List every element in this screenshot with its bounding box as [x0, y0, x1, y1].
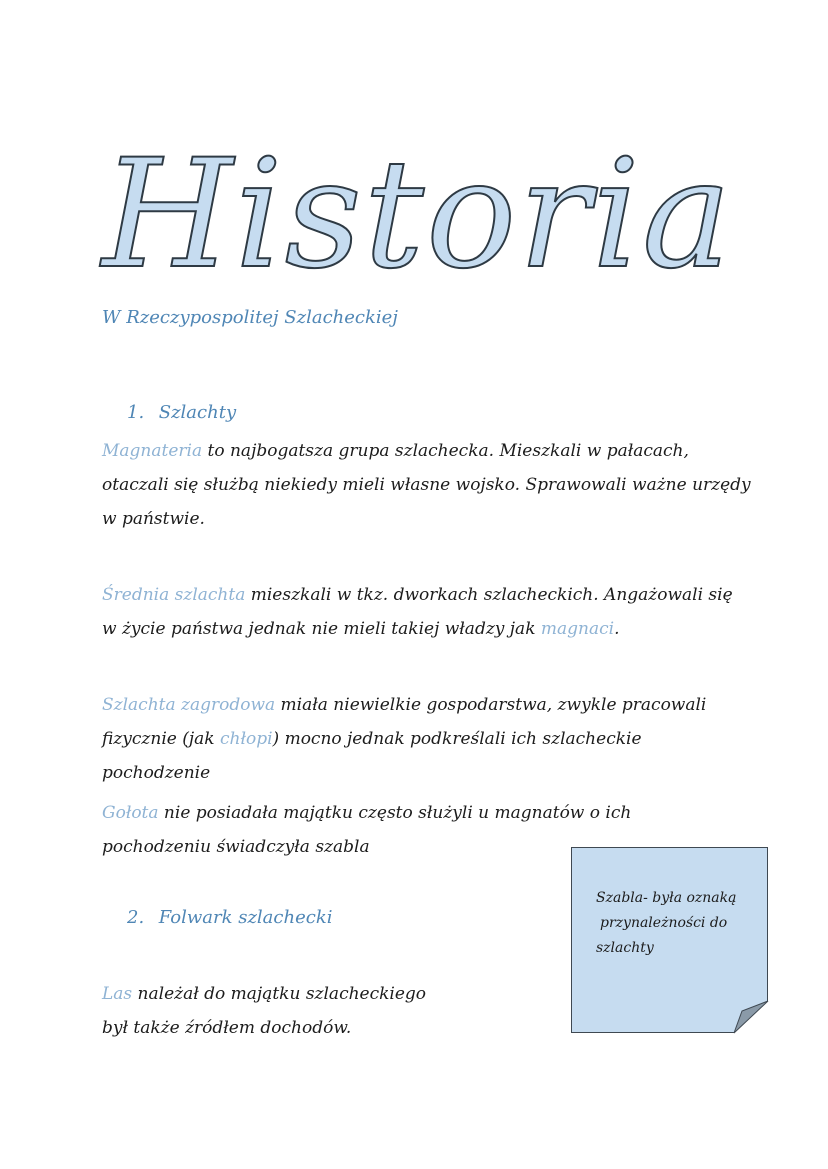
term-golota: Gołota [102, 803, 159, 823]
paragraph-text: to najbogatsza grupa szlachecka. Mieszkali w pałacach, otaczali się służbą niekiedy mieli własne wojsko. Sprawowali ważne urzędy w państwie. [102, 441, 751, 529]
paragraph-text: mieszkali w tkz. dworkach szlacheckich. Angażowali się w życie państwa jednak nie mieli takiej władzy jak [102, 585, 733, 639]
paragraph-magnateria [102, 434, 752, 536]
sticky-note-text [596, 886, 756, 961]
paragraph-text-end: . [614, 619, 620, 639]
paragraph-szlachta-zagrodowa [102, 688, 752, 790]
section-number: 1. [127, 402, 145, 423]
term-magnateria: Magnateria [102, 441, 203, 461]
term-szlachta-zagrodowa: Szlachta zagrodowa [102, 695, 276, 715]
subtitle: W Rzeczypospolitej Szlacheckiej [102, 307, 398, 328]
section-heading-1 [127, 402, 236, 423]
page-title-text: Historia [102, 128, 734, 302]
section-title: Folwark szlachecki [158, 907, 333, 928]
page-curl-icon [734, 1001, 768, 1033]
paragraph-las [102, 977, 522, 1045]
page-title [98, 118, 734, 302]
paragraph-srednia-szlachta [102, 578, 752, 646]
sticky-note-line: szlachty [596, 940, 654, 956]
section-heading-2 [127, 907, 333, 928]
sticky-note-line: Szabla- była oznaką [596, 890, 737, 906]
term-las: Las [102, 984, 133, 1004]
section-title: Szlachty [158, 402, 237, 423]
term-srednia-szlachta: Średnia szlachta [102, 585, 246, 605]
paragraph-text-end: ) mocno jednak podkreślali ich szlacheckie pochodzenie [102, 729, 642, 783]
term-magnaci: magnaci [540, 619, 615, 639]
paragraph-text: miała niewielkie gospodarstwa, zwykle pracowali fizycznie (jak [102, 695, 707, 749]
paragraph-text-line2: był także źródłem dochodów. [102, 1018, 352, 1038]
section-number: 2. [127, 907, 145, 928]
sticky-note [571, 847, 768, 1033]
paragraph-text: nie posiadała majątku często służyli u magnatów o ich pochodzeniu świadczyła szabla [102, 803, 632, 857]
paragraph-text: należał do majątku szlacheckiego [132, 984, 427, 1004]
term-chlopi: chłopi [219, 729, 273, 749]
sticky-note-line: przynależności do [600, 915, 728, 931]
